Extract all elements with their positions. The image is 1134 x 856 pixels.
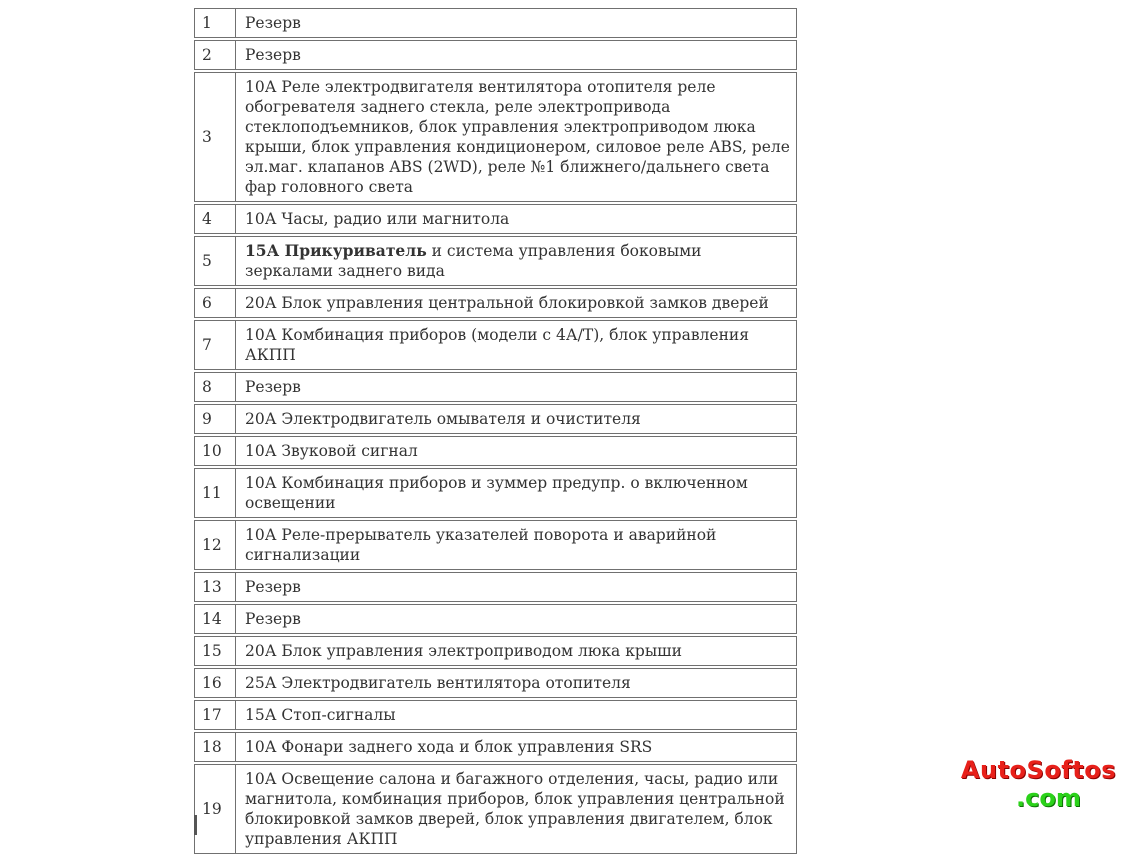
watermark-line1: AutoSoftos <box>960 756 1116 784</box>
table-row <box>194 520 797 570</box>
fuse-number: 6 <box>194 288 236 318</box>
table-row <box>194 764 797 854</box>
fuse-description <box>236 436 797 466</box>
fuse-description-bold: 15А Прикуриватель <box>245 241 427 260</box>
watermark-line2: .com <box>1016 784 1081 812</box>
fuse-description-text: Резерв <box>245 14 301 32</box>
fuse-number: 19 <box>194 764 236 854</box>
fuse-description <box>236 700 797 730</box>
table-row <box>194 204 797 234</box>
fuse-number: 18 <box>194 732 236 762</box>
fuse-number: 17 <box>194 700 236 730</box>
fuse-number: 2 <box>194 40 236 70</box>
table-row <box>194 288 797 318</box>
fuse-description <box>236 764 797 854</box>
fuse-number: 15 <box>194 636 236 666</box>
fuse-description-text: 10А Комбинация приборов (модели с 4А/Т), блок управления АКПП <box>245 326 750 364</box>
fuse-description <box>236 204 797 234</box>
fuse-number: 12 <box>194 520 236 570</box>
table-row <box>194 668 797 698</box>
fuse-number: 1 <box>194 8 236 38</box>
fuse-description <box>236 404 797 434</box>
fuse-description <box>236 732 797 762</box>
fuse-description-text: Резерв <box>245 578 301 596</box>
fuse-description-text: 10А Звуковой сигнал <box>245 442 418 460</box>
fuse-description-text: Резерв <box>245 610 301 628</box>
fuse-description <box>236 668 797 698</box>
fuse-description-text: 10А Фонари заднего хода и блок управления SRS <box>245 738 653 756</box>
fuse-description-text: 10А Комбинация приборов и зуммер предупр. о включенном освещении <box>245 474 748 512</box>
table-row <box>194 236 797 286</box>
fuse-description-text: 25А Электродвигатель вентилятора отопителя <box>245 674 631 692</box>
fuse-description-text: Резерв <box>245 378 301 396</box>
fuse-number: 3 <box>194 72 236 202</box>
table-row <box>194 700 797 730</box>
fuse-number: 10 <box>194 436 236 466</box>
fuse-description <box>236 236 797 286</box>
table-row <box>194 604 797 634</box>
watermark-logo <box>961 756 1116 812</box>
fuse-description <box>236 372 797 402</box>
fuse-number: 4 <box>194 204 236 234</box>
table-row <box>194 636 797 666</box>
fuse-description-text: 10А Освещение салона и багажного отделения, часы, радио или магнитола, комбинация приборов, блок управления центральной блокировкой замков дверей, блок управления двигателем, блок управления АКПП <box>245 770 785 848</box>
fuse-description-text: и система управления боковыми зеркалами заднего вида <box>245 242 702 280</box>
table-row <box>194 320 797 370</box>
fuse-table-body <box>194 8 797 854</box>
fuse-description-text: 20А Блок управления центральной блокировкой замков дверей <box>245 294 769 312</box>
fuse-number: 8 <box>194 372 236 402</box>
table-row <box>194 468 797 518</box>
fuse-description-text: 10А Часы, радио или магнитола <box>245 210 510 228</box>
fuse-number: 13 <box>194 572 236 602</box>
fuse-description <box>236 604 797 634</box>
table-row <box>194 40 797 70</box>
fuse-number: 11 <box>194 468 236 518</box>
fuse-description <box>236 572 797 602</box>
partial-row <box>194 815 797 835</box>
fuse-description-text: Резерв <box>245 46 301 64</box>
fuse-description <box>236 636 797 666</box>
table-row <box>194 732 797 762</box>
fuse-description <box>236 72 797 202</box>
fuse-description <box>236 8 797 38</box>
table-row <box>194 72 797 202</box>
fuse-description-text: 20А Блок управления электроприводом люка крыши <box>245 642 682 660</box>
fuse-description <box>236 288 797 318</box>
fuse-description <box>236 40 797 70</box>
table-row <box>194 404 797 434</box>
fuse-description <box>236 520 797 570</box>
fuse-number: 5 <box>194 236 236 286</box>
fuse-description <box>236 320 797 370</box>
fuse-description-text: 20А Электродвигатель омывателя и очистителя <box>245 410 641 428</box>
fuse-number: 16 <box>194 668 236 698</box>
fuse-description-text: 15А Стоп-сигналы <box>245 706 396 724</box>
fuse-number: 14 <box>194 604 236 634</box>
table-row <box>194 572 797 602</box>
table-row <box>194 8 797 38</box>
fuse-number: 9 <box>194 404 236 434</box>
fuse-number: 7 <box>194 320 236 370</box>
fuse-description <box>236 468 797 518</box>
fuse-table <box>194 6 797 856</box>
table-row <box>194 372 797 402</box>
table-row <box>194 436 797 466</box>
fuse-description-text: 10А Реле-прерыватель указателей поворота и аварийной сигнализации <box>245 526 717 564</box>
fuse-description-text: 10А Реле электродвигателя вентилятора отопителя реле обогревателя заднего стекла, реле электропривода стеклоподъемников, блок управления электроприводом люка крыши, блок управления кондиционером, силовое реле ABS, реле эл.маг. клапанов ABS (2WD), реле №1 ближнего/дальнего света фар головного света <box>245 78 790 196</box>
